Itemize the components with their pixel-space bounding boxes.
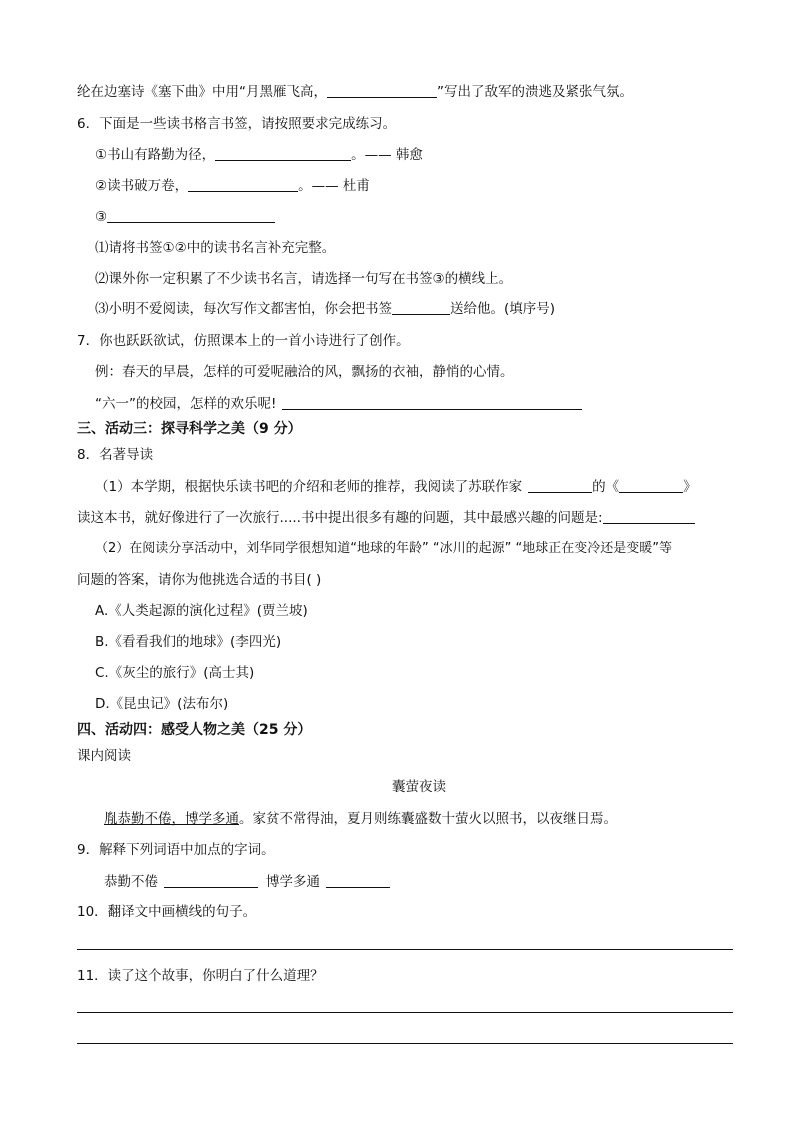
q5-text-a: 纶在边塞诗《塞下曲》中用“月黑雁飞高， bbox=[77, 84, 327, 100]
q6-title: 6．下面是一些读书格言书签，请按照要求完成练习。 bbox=[77, 116, 397, 132]
q8-option-d[interactable]: D.《昆虫记》(法布尔) bbox=[95, 696, 229, 712]
section-4-heading: 四、活动四：感受人物之美（25 分） bbox=[77, 722, 312, 738]
q8-option-c[interactable]: C.《灰尘的旅行》(高士其) bbox=[95, 665, 255, 681]
q7-prompt: “六一”的校园，怎样的欢乐呢! bbox=[95, 396, 277, 412]
q8-option-a[interactable]: A.《人类起源的演化过程》(贾兰坡) bbox=[95, 603, 308, 619]
q6-part-2: ⑵课外你一定积累了不少读书名言，请选择一句写在书签③的横线上。 bbox=[95, 271, 513, 287]
q6-part-3-tail: 送给他。(填序号) bbox=[450, 301, 556, 317]
q6-part-3-blank[interactable] bbox=[392, 300, 450, 315]
reading-label: 课内阅读 bbox=[77, 748, 131, 764]
q8-title: 8．名著导读 bbox=[77, 447, 154, 463]
q8-part-1-text: （1）本学期，根据快乐读书吧的介绍和老师的推荐，我阅读了苏联作家 bbox=[95, 479, 523, 495]
q9-title: 9．解释下列词语中加点的字词。 bbox=[77, 842, 275, 858]
q9-word-1: 恭勤不倦 bbox=[104, 874, 158, 890]
q11-title: 11．读了这个故事，你明白了什么道理？ bbox=[77, 968, 324, 984]
q6-bookmark-2-blank[interactable] bbox=[188, 177, 298, 192]
q6-bookmark-3 bbox=[95, 207, 275, 227]
q8-part-1-close: 》 bbox=[683, 479, 697, 495]
q6-part-3 bbox=[95, 299, 555, 319]
passage-underlined-sentence: 胤恭勤不倦，博学多通 bbox=[104, 811, 239, 827]
q6-bookmark-1-blank[interactable] bbox=[215, 146, 351, 161]
q8-part-2-line-1: （2）在阅读分享活动中，刘华同学很想知道“地球的年龄” “冰川的起源” “地球正在变冷还是变暖”等 bbox=[95, 541, 672, 556]
q8-part-1-of: 的《 bbox=[592, 479, 620, 495]
q6-part-3-text: ⑶小明不爱阅读，每次写作文都害怕，你会把书签 bbox=[95, 301, 392, 317]
q6-bookmark-3-blank[interactable] bbox=[107, 208, 275, 223]
q6-bookmark-1-text: ①书山有路勤为径， bbox=[95, 147, 216, 163]
passage-text bbox=[104, 809, 617, 829]
q8-author-blank[interactable] bbox=[528, 478, 592, 493]
q5-line bbox=[77, 82, 633, 102]
q7-blank[interactable] bbox=[282, 395, 582, 410]
section-3-heading: 三、活动三：探寻科学之美（9 分） bbox=[77, 421, 302, 437]
q9-word-2: 博学多通 bbox=[266, 874, 320, 890]
q11-answer-line-1[interactable] bbox=[77, 1012, 733, 1013]
q8-part-1-line-1 bbox=[95, 477, 697, 497]
q6-bookmark-1-author: 。—— 韩愈 bbox=[351, 147, 423, 163]
q6-part-1: ⑴请将书签①②中的读书名言补充完整。 bbox=[95, 240, 336, 256]
q5-text-b: ”写出了敌军的溃逃及紧张气氛。 bbox=[437, 84, 633, 100]
q6-bookmark-2 bbox=[95, 176, 370, 196]
q8-part-1-line-2 bbox=[77, 508, 695, 528]
q10-title: 10．翻译文中画横线的句子。 bbox=[77, 904, 257, 920]
q10-answer-line[interactable] bbox=[77, 949, 733, 950]
q9-words bbox=[104, 872, 390, 892]
q7-example: 例：春天的早晨，怎样的可爱呢融洽的风，飘扬的衣袖，静悄的心情。 bbox=[95, 364, 514, 380]
passage-rest: 。家贫不常得油，夏月则练囊盛数十萤火以照书，以夜继日焉。 bbox=[239, 811, 617, 827]
q7-prompt-line bbox=[95, 394, 582, 414]
q8-question-blank[interactable] bbox=[603, 509, 695, 524]
passage-title: 囊萤夜读 bbox=[392, 779, 446, 795]
q8-part-2-line-2: 问题的答案，请你为他挑选合适的书目( ) bbox=[77, 572, 322, 588]
q9-word-2-blank[interactable] bbox=[326, 873, 390, 888]
q11-answer-line-2[interactable] bbox=[77, 1043, 733, 1044]
q6-bookmark-2-text: ②读书破万卷， bbox=[95, 178, 189, 194]
q6-bookmark-1 bbox=[95, 145, 423, 165]
q5-blank[interactable] bbox=[327, 83, 437, 98]
q9-word-1-blank[interactable] bbox=[164, 873, 258, 888]
q7-title: 7．你也跃跃欲试，仿照课本上的一首小诗进行了创作。 bbox=[77, 333, 410, 349]
q6-bookmark-2-author: 。—— 杜甫 bbox=[298, 178, 370, 194]
q8-part-1-question: 读这本书，就好像进行了一次旅行.....书中提出很多有趣的问题，其中最感兴趣的问题是: bbox=[77, 510, 603, 526]
q6-bookmark-3-number: ③ bbox=[95, 209, 108, 225]
q8-book-blank[interactable] bbox=[619, 478, 683, 493]
q8-option-b[interactable]: B.《看看我们的地球》(李四光) bbox=[95, 634, 282, 650]
